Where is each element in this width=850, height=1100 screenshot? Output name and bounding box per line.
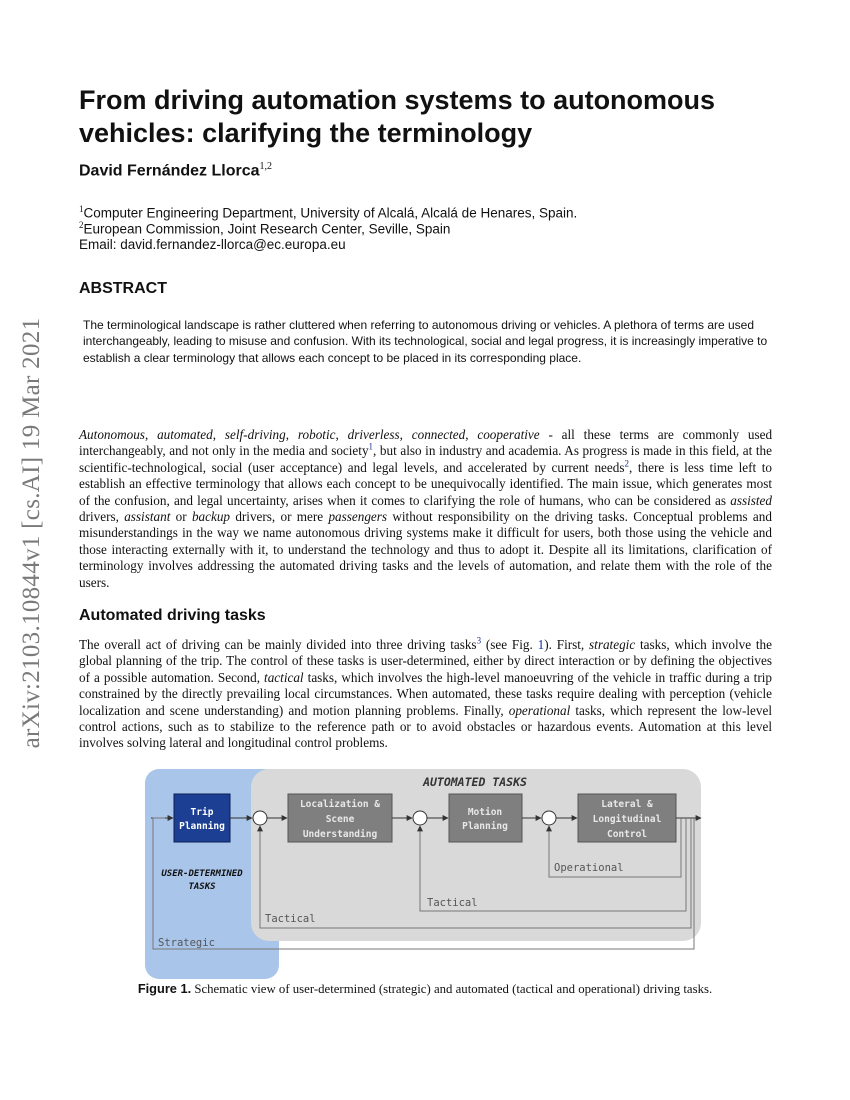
footnote-2-link[interactable]: 2 bbox=[624, 458, 629, 469]
term-assistant: assistant bbox=[124, 509, 171, 525]
affiliation-2-text: European Commission, Joint Research Center, Seville, Spain bbox=[83, 221, 451, 237]
intro-text-6: drivers, or mere bbox=[230, 509, 329, 525]
affiliation-1-mark: 1 bbox=[79, 204, 84, 214]
author-affiliation-marks: 1,2 bbox=[259, 161, 272, 172]
localization-label-1: Localization & bbox=[299, 799, 381, 810]
motion-planning-box bbox=[449, 794, 522, 842]
control-label-3: Control bbox=[606, 829, 648, 840]
author bbox=[79, 161, 272, 180]
trip-planning-label-1: Trip bbox=[190, 807, 214, 818]
intro-text-4: drivers, bbox=[79, 509, 125, 525]
arxiv-stamp bbox=[12, 300, 52, 765]
affiliation-2-mark: 2 bbox=[79, 220, 84, 230]
section-text-2: (see Fig. bbox=[481, 637, 538, 652]
sum-node-2 bbox=[413, 811, 427, 825]
term-self-driving: self-driving bbox=[224, 427, 286, 442]
section-text-3: ). First, bbox=[544, 637, 590, 652]
footnote-3-link[interactable]: 3 bbox=[476, 635, 482, 646]
term-strategic: strategic bbox=[589, 637, 636, 652]
term-operational: operational bbox=[508, 702, 571, 718]
section-text-4: tasks, which involve the global planning of the trip. The control of these tasks is user-determined, either by direct interaction or by defining the objectives of a possible automation. Second, bbox=[79, 637, 772, 685]
term-cooperative: cooperative bbox=[477, 427, 540, 442]
motion-planning-label-2: Planning bbox=[462, 821, 508, 832]
section-text-6: tasks, which represent the low-level control actions, such as to stabilize to the reference path or to avoid obstacles or hazardous events. Automation at this level involves solving lateral and longitudinal control problems. bbox=[79, 702, 772, 751]
affiliation-1 bbox=[79, 204, 577, 221]
term-passengers: passengers bbox=[328, 509, 388, 525]
term-robotic: robotic bbox=[297, 427, 336, 442]
intro-text-5: or bbox=[170, 509, 192, 525]
tactical-inner-loop-label: Tactical bbox=[427, 897, 478, 909]
localization-label-2: Scene bbox=[325, 814, 355, 825]
sum-node-1 bbox=[253, 811, 267, 825]
figure-caption-label: Figure 1. bbox=[137, 981, 192, 996]
paper-title: From driving automation systems to autonomous vehicles: clarifying the terminology bbox=[79, 85, 716, 148]
figure-1-link[interactable]: 1 bbox=[537, 637, 545, 652]
intro-text-1: - all these terms are commonly used interchangeably, and not only in the media and society bbox=[79, 427, 773, 459]
author-name: David Fernández Llorca bbox=[79, 162, 260, 180]
operational-loop-label: Operational bbox=[554, 862, 624, 874]
intro-paragraph: Autonomous, automated, self-driving, robotic, driverless, connected, cooperative - all these terms are commonly used interchangeably, and not only in the media and society$^1$, but also in industry and academia. As progress is made in this field, at the scientific-technological, social (user acceptance) and legal levels, and accelerated by current needs$^2$, there is less time left to establish an effective terminology that allows each concept to be unequivocally identified. The main issue, which generates most of the confusion, and legal uncertainty, arises when it comes to clarifying the role of humans, who can be considered as assisted drivers, assistant or backup drivers, or mere passengers without responsibility on the driving tasks. Conceptual problems and misunderstandings in the way we name autonomous driving systems make it difficult for users, both those using the vehicle and those interacting externally with it, to understand the technology and thus to adopt it. Despite all its limitations, clarification of terminology involves addressing the automated driving tasks and the levels of automation, and relate them with the role of the users. bbox=[79, 427, 773, 590]
abstract-heading: ABSTRACT bbox=[79, 280, 167, 297]
tactical-outer-loop-label: Tactical bbox=[265, 913, 316, 925]
abstract-text: The terminological landscape is rather cluttered when referring to autonomous driving or vehicles. A plethora of terms are used interchangeably, leading to misuse and confusion. With its technological, social and legal progress, it is increasingly imperative to establish a clear terminology that allows each concept to be placed in its corresponding place. bbox=[83, 318, 768, 365]
motion-planning-label-1: Motion bbox=[467, 807, 503, 818]
section-text-5: tasks, which involves the high-level manoeuvring of the vehicle in traffic during a trip constrained by the directly prevailing local circumstances. When automated, these tasks require dealing with perception (vehicle localization and scene understanding) and motion planning problems. Finally, bbox=[79, 669, 772, 718]
sum-node-3 bbox=[542, 811, 556, 825]
trip-planning-box bbox=[174, 794, 230, 842]
arxiv-identifier: arXiv:2103.10844v1 [cs.AI] 19 Mar 2021 bbox=[18, 317, 45, 748]
footnote-1-link[interactable]: 1 bbox=[368, 442, 374, 453]
term-assisted: assisted bbox=[730, 492, 772, 508]
section-heading: Automated driving tasks bbox=[79, 607, 266, 624]
figure-driving-tasks-diagram bbox=[145, 767, 705, 981]
intro-text-3: , there is less time left to establish an effective terminology that allows each concept to be unequivocally identified. The main issue, which generates most of the confusion, and legal uncertainty, arises when it comes to clarifying the role of humans, who can be considered as bbox=[79, 459, 772, 508]
figure-caption bbox=[0, 981, 850, 997]
term-driverless: driverless bbox=[347, 427, 400, 442]
intro-text-2: , but also in industry and academia. As progress is made in this field, at the scientific-technological, social (user acceptance) and legal levels, and accelerated by current needs bbox=[79, 443, 772, 475]
term-connected: connected bbox=[411, 427, 466, 442]
localization-label-3: Understanding bbox=[302, 829, 378, 840]
term-autonomous: Autonomous bbox=[79, 427, 145, 442]
email: Email: david.fernandez-llorca@ec.europa.eu bbox=[79, 237, 346, 252]
term-automated: automated bbox=[157, 427, 213, 442]
trip-planning-label-2: Planning bbox=[179, 821, 225, 832]
control-label-1: Lateral & bbox=[601, 799, 653, 810]
term-backup: backup bbox=[191, 509, 231, 525]
intro-text-7: without responsibility on the driving tasks. Conceptual problems and misunderstandings in the way we name autonomous driving systems make it difficult for users, both those using the vehicle and those interacting externally with it, to understand the technology and thus to adopt it. Despite all its limitations, clarification of terminology involves addressing the automated driving tasks and the levels of automation, and relate them with the role of the users. bbox=[79, 509, 772, 590]
user-determined-title-line2: TASKS bbox=[188, 882, 216, 892]
affiliation-1-text: Computer Engineering Department, University of Alcalá, Alcalá de Henares, Spain. bbox=[83, 205, 578, 221]
strategic-loop-label: Strategic bbox=[158, 937, 215, 949]
figure-caption-text: Schematic view of user-determined (strategic) and automated (tactical and operational) driving tasks. bbox=[191, 982, 713, 996]
automated-tasks-title: AUTOMATED TASKS bbox=[423, 775, 527, 789]
control-label-2: Longitudinal bbox=[592, 814, 662, 825]
user-determined-title-line1: USER-DETERMINED bbox=[161, 869, 243, 879]
affiliation-2 bbox=[79, 220, 450, 237]
term-tactical: tactical bbox=[264, 669, 304, 685]
section-text-1: The overall act of driving can be mainly divided into three driving tasks bbox=[79, 637, 477, 652]
section-paragraph bbox=[79, 637, 772, 752]
